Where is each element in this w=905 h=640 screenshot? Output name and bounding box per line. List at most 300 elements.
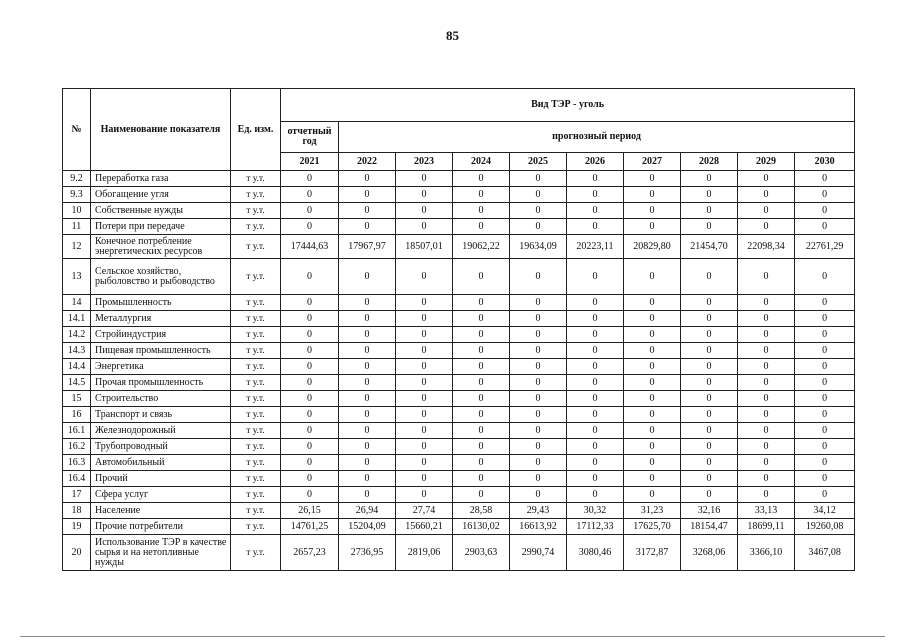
header-year: 2022 xyxy=(339,153,396,171)
row-value: 0 xyxy=(396,375,453,391)
row-value: 0 xyxy=(281,471,339,487)
row-value: 0 xyxy=(681,407,738,423)
row-value: 0 xyxy=(453,471,510,487)
row-number: 15 xyxy=(63,391,91,407)
row-value: 0 xyxy=(281,203,339,219)
row-unit: т у.т. xyxy=(231,327,281,343)
row-value: 0 xyxy=(567,295,624,311)
row-value: 17967,97 xyxy=(339,235,396,259)
row-value: 0 xyxy=(281,343,339,359)
row-value: 0 xyxy=(396,311,453,327)
row-value: 0 xyxy=(795,391,855,407)
row-value: 0 xyxy=(281,439,339,455)
row-value: 0 xyxy=(281,219,339,235)
row-value: 0 xyxy=(624,187,681,203)
row-value: 0 xyxy=(339,471,396,487)
row-value: 2819,06 xyxy=(396,535,453,571)
row-value: 0 xyxy=(624,295,681,311)
row-value: 0 xyxy=(453,487,510,503)
row-value: 0 xyxy=(624,455,681,471)
row-value: 0 xyxy=(453,219,510,235)
row-value: 0 xyxy=(795,455,855,471)
row-value: 0 xyxy=(567,203,624,219)
row-value: 0 xyxy=(567,343,624,359)
row-value: 16130,02 xyxy=(453,519,510,535)
row-value: 0 xyxy=(681,343,738,359)
row-value: 0 xyxy=(339,407,396,423)
row-value: 0 xyxy=(453,375,510,391)
row-value: 0 xyxy=(281,391,339,407)
row-indicator-name: Промышленность xyxy=(91,295,231,311)
row-value: 0 xyxy=(681,455,738,471)
row-value: 0 xyxy=(738,375,795,391)
row-value: 0 xyxy=(339,171,396,187)
row-number: 12 xyxy=(63,235,91,259)
row-unit: т у.т. xyxy=(231,171,281,187)
row-value: 29,43 xyxy=(510,503,567,519)
row-value: 0 xyxy=(795,423,855,439)
row-value: 0 xyxy=(795,343,855,359)
row-indicator-name: Конечное потребление энергетических ресурсов xyxy=(91,235,231,259)
row-value: 0 xyxy=(339,259,396,295)
row-number: 16 xyxy=(63,407,91,423)
row-value: 0 xyxy=(624,259,681,295)
header-resource-group: Вид ТЭР - уголь xyxy=(281,89,855,122)
header-year: 2028 xyxy=(681,153,738,171)
row-value: 0 xyxy=(624,327,681,343)
row-value: 17112,33 xyxy=(567,519,624,535)
row-value: 0 xyxy=(281,423,339,439)
row-unit: т у.т. xyxy=(231,407,281,423)
row-value: 0 xyxy=(795,439,855,455)
row-value: 0 xyxy=(339,187,396,203)
row-value: 0 xyxy=(795,487,855,503)
row-value: 0 xyxy=(624,203,681,219)
row-indicator-name: Стройиндустрия xyxy=(91,327,231,343)
row-value: 0 xyxy=(624,439,681,455)
row-value: 0 xyxy=(396,487,453,503)
row-value: 0 xyxy=(624,423,681,439)
row-value: 0 xyxy=(281,375,339,391)
row-value: 0 xyxy=(738,171,795,187)
row-value: 3467,08 xyxy=(795,535,855,571)
table-row xyxy=(63,407,855,423)
row-value: 0 xyxy=(795,295,855,311)
row-value: 0 xyxy=(624,487,681,503)
row-value: 0 xyxy=(453,171,510,187)
row-indicator-name: Обогащение угля xyxy=(91,187,231,203)
row-unit: т у.т. xyxy=(231,423,281,439)
row-value: 0 xyxy=(738,359,795,375)
row-value: 18154,47 xyxy=(681,519,738,535)
header-year: 2024 xyxy=(453,153,510,171)
row-value: 0 xyxy=(567,439,624,455)
row-value: 0 xyxy=(738,423,795,439)
row-value: 0 xyxy=(681,359,738,375)
row-number: 13 xyxy=(63,259,91,295)
table-row xyxy=(63,203,855,219)
row-value: 0 xyxy=(453,259,510,295)
row-value: 0 xyxy=(453,439,510,455)
row-value: 0 xyxy=(453,455,510,471)
row-value: 0 xyxy=(510,311,567,327)
header-year: 2029 xyxy=(738,153,795,171)
row-value: 0 xyxy=(738,295,795,311)
row-number: 14.3 xyxy=(63,343,91,359)
row-value: 27,74 xyxy=(396,503,453,519)
row-value: 0 xyxy=(738,311,795,327)
row-indicator-name: Автомобильный xyxy=(91,455,231,471)
row-value: 0 xyxy=(795,219,855,235)
row-value: 0 xyxy=(396,259,453,295)
row-value: 32,16 xyxy=(681,503,738,519)
row-value: 0 xyxy=(510,423,567,439)
row-value: 0 xyxy=(738,471,795,487)
row-value: 2736,95 xyxy=(339,535,396,571)
row-value: 0 xyxy=(281,455,339,471)
row-value: 0 xyxy=(681,187,738,203)
row-value: 3268,06 xyxy=(681,535,738,571)
row-value: 0 xyxy=(681,375,738,391)
row-value: 20829,80 xyxy=(624,235,681,259)
row-value: 0 xyxy=(624,375,681,391)
row-indicator-name: Население xyxy=(91,503,231,519)
row-unit: т у.т. xyxy=(231,359,281,375)
table-row xyxy=(63,487,855,503)
row-indicator-name: Использование ТЭР в качестве сырья и на нетопливные нужды xyxy=(91,535,231,571)
table-row xyxy=(63,471,855,487)
row-value: 0 xyxy=(567,259,624,295)
row-value: 0 xyxy=(738,455,795,471)
row-value: 0 xyxy=(339,203,396,219)
row-number: 14.2 xyxy=(63,327,91,343)
row-indicator-name: Потери при передаче xyxy=(91,219,231,235)
row-number: 18 xyxy=(63,503,91,519)
row-value: 0 xyxy=(510,171,567,187)
row-value: 0 xyxy=(396,423,453,439)
row-indicator-name: Сельское хозяйство, рыболовство и рыбоводство xyxy=(91,259,231,295)
row-value: 0 xyxy=(396,455,453,471)
row-number: 11 xyxy=(63,219,91,235)
row-value: 28,58 xyxy=(453,503,510,519)
row-value: 0 xyxy=(396,219,453,235)
row-value: 0 xyxy=(339,359,396,375)
row-value: 0 xyxy=(567,471,624,487)
table-row xyxy=(63,259,855,295)
row-value: 0 xyxy=(624,359,681,375)
row-value: 0 xyxy=(510,487,567,503)
row-indicator-name: Транспорт и связь xyxy=(91,407,231,423)
row-value: 0 xyxy=(396,391,453,407)
row-value: 0 xyxy=(510,343,567,359)
row-value: 0 xyxy=(339,487,396,503)
row-value: 0 xyxy=(453,343,510,359)
row-number: 14 xyxy=(63,295,91,311)
table-header xyxy=(63,89,855,171)
row-unit: т у.т. xyxy=(231,455,281,471)
row-unit: т у.т. xyxy=(231,439,281,455)
table-row xyxy=(63,535,855,571)
row-value: 0 xyxy=(795,311,855,327)
row-value: 0 xyxy=(510,359,567,375)
row-value: 0 xyxy=(567,327,624,343)
row-number: 16.1 xyxy=(63,423,91,439)
row-value: 15204,09 xyxy=(339,519,396,535)
row-number: 16.2 xyxy=(63,439,91,455)
table-row xyxy=(63,359,855,375)
row-value: 0 xyxy=(396,187,453,203)
row-value: 0 xyxy=(795,471,855,487)
table-row xyxy=(63,311,855,327)
row-number: 16.3 xyxy=(63,455,91,471)
row-value: 0 xyxy=(396,327,453,343)
row-unit: т у.т. xyxy=(231,535,281,571)
row-value: 0 xyxy=(453,407,510,423)
table-row xyxy=(63,519,855,535)
row-value: 2903,63 xyxy=(453,535,510,571)
header-unit: Ед. изм. xyxy=(231,89,281,171)
row-indicator-name: Пищевая промышленность xyxy=(91,343,231,359)
row-number: 10 xyxy=(63,203,91,219)
table-row xyxy=(63,235,855,259)
row-value: 0 xyxy=(624,343,681,359)
row-value: 0 xyxy=(510,259,567,295)
row-value: 0 xyxy=(567,407,624,423)
row-value: 0 xyxy=(339,343,396,359)
row-value: 0 xyxy=(795,327,855,343)
row-value: 0 xyxy=(339,311,396,327)
row-value: 0 xyxy=(453,203,510,219)
row-value: 0 xyxy=(624,311,681,327)
row-value: 3080,46 xyxy=(567,535,624,571)
row-value: 0 xyxy=(396,171,453,187)
row-value: 0 xyxy=(795,203,855,219)
row-value: 0 xyxy=(453,359,510,375)
row-value: 0 xyxy=(795,171,855,187)
row-value: 20223,11 xyxy=(567,235,624,259)
page-number: 85 xyxy=(446,28,459,43)
row-value: 0 xyxy=(624,391,681,407)
row-value: 0 xyxy=(624,219,681,235)
row-number: 16.4 xyxy=(63,471,91,487)
row-value: 0 xyxy=(281,407,339,423)
row-value: 2657,23 xyxy=(281,535,339,571)
row-value: 0 xyxy=(339,455,396,471)
row-indicator-name: Собственные нужды xyxy=(91,203,231,219)
row-value: 0 xyxy=(681,391,738,407)
row-value: 0 xyxy=(681,471,738,487)
row-value: 0 xyxy=(281,487,339,503)
row-value: 0 xyxy=(396,359,453,375)
row-value: 0 xyxy=(738,407,795,423)
table-row xyxy=(63,327,855,343)
row-number: 17 xyxy=(63,487,91,503)
table-row xyxy=(63,423,855,439)
row-indicator-name: Переработка газа xyxy=(91,171,231,187)
row-value: 0 xyxy=(567,423,624,439)
row-value: 0 xyxy=(510,439,567,455)
table-row xyxy=(63,455,855,471)
row-value: 0 xyxy=(795,407,855,423)
table-row xyxy=(63,295,855,311)
table-row xyxy=(63,343,855,359)
row-value: 0 xyxy=(281,311,339,327)
header-forecast-period: прогнозный период xyxy=(339,122,855,153)
row-value: 16613,92 xyxy=(510,519,567,535)
row-value: 0 xyxy=(510,375,567,391)
row-value: 0 xyxy=(681,203,738,219)
row-number: 9.3 xyxy=(63,187,91,203)
table-row xyxy=(63,171,855,187)
row-unit: т у.т. xyxy=(231,311,281,327)
row-value: 15660,21 xyxy=(396,519,453,535)
row-unit: т у.т. xyxy=(231,519,281,535)
table-body xyxy=(63,171,855,571)
row-number: 14.5 xyxy=(63,375,91,391)
row-value: 0 xyxy=(681,423,738,439)
row-indicator-name: Железнодорожный xyxy=(91,423,231,439)
row-value: 0 xyxy=(339,327,396,343)
row-value: 0 xyxy=(738,219,795,235)
row-value: 19062,22 xyxy=(453,235,510,259)
row-value: 0 xyxy=(281,359,339,375)
header-year: 2023 xyxy=(396,153,453,171)
row-value: 0 xyxy=(396,471,453,487)
row-unit: т у.т. xyxy=(231,259,281,295)
row-value: 0 xyxy=(681,439,738,455)
row-value: 0 xyxy=(738,343,795,359)
row-value: 0 xyxy=(795,259,855,295)
row-value: 0 xyxy=(738,187,795,203)
energy-balance-table xyxy=(62,88,855,571)
row-value: 0 xyxy=(510,327,567,343)
row-value: 17444,63 xyxy=(281,235,339,259)
bottom-rule xyxy=(20,636,885,637)
row-unit: т у.т. xyxy=(231,375,281,391)
row-value: 0 xyxy=(738,391,795,407)
row-value: 0 xyxy=(396,407,453,423)
row-value: 0 xyxy=(453,311,510,327)
row-unit: т у.т. xyxy=(231,343,281,359)
row-value: 0 xyxy=(396,203,453,219)
row-value: 0 xyxy=(339,439,396,455)
row-value: 0 xyxy=(567,171,624,187)
row-value: 0 xyxy=(681,311,738,327)
table-row xyxy=(63,219,855,235)
row-value: 0 xyxy=(339,375,396,391)
row-value: 0 xyxy=(339,295,396,311)
row-value: 0 xyxy=(681,171,738,187)
row-value: 14761,25 xyxy=(281,519,339,535)
row-value: 0 xyxy=(624,407,681,423)
row-indicator-name: Энергетика xyxy=(91,359,231,375)
header-year: 2027 xyxy=(624,153,681,171)
row-value: 22098,34 xyxy=(738,235,795,259)
row-value: 0 xyxy=(567,311,624,327)
row-value: 0 xyxy=(510,203,567,219)
row-value: 0 xyxy=(681,259,738,295)
row-value: 0 xyxy=(738,327,795,343)
row-value: 0 xyxy=(681,327,738,343)
header-year: 2030 xyxy=(795,153,855,171)
row-value: 0 xyxy=(681,487,738,503)
row-value: 0 xyxy=(339,219,396,235)
row-value: 0 xyxy=(681,219,738,235)
row-value: 0 xyxy=(567,359,624,375)
row-value: 0 xyxy=(510,187,567,203)
row-value: 0 xyxy=(510,455,567,471)
table-row xyxy=(63,439,855,455)
row-value: 3172,87 xyxy=(624,535,681,571)
row-value: 17625,70 xyxy=(624,519,681,535)
row-value: 0 xyxy=(453,327,510,343)
row-number: 19 xyxy=(63,519,91,535)
row-value: 0 xyxy=(339,391,396,407)
row-value: 0 xyxy=(510,391,567,407)
row-value: 0 xyxy=(396,343,453,359)
row-value: 0 xyxy=(510,407,567,423)
row-value: 0 xyxy=(738,203,795,219)
header-year: 2026 xyxy=(567,153,624,171)
row-value: 0 xyxy=(453,295,510,311)
row-value: 0 xyxy=(738,487,795,503)
row-value: 0 xyxy=(738,439,795,455)
row-value: 0 xyxy=(795,375,855,391)
row-value: 0 xyxy=(281,187,339,203)
row-value: 0 xyxy=(453,423,510,439)
row-value: 21454,70 xyxy=(681,235,738,259)
row-number: 9.2 xyxy=(63,171,91,187)
row-value: 0 xyxy=(681,295,738,311)
row-value: 3366,10 xyxy=(738,535,795,571)
row-value: 0 xyxy=(453,187,510,203)
row-value: 0 xyxy=(281,259,339,295)
row-unit: т у.т. xyxy=(231,219,281,235)
row-value: 0 xyxy=(510,471,567,487)
row-unit: т у.т. xyxy=(231,187,281,203)
table-row xyxy=(63,503,855,519)
row-value: 18507,01 xyxy=(396,235,453,259)
header-num: № xyxy=(63,89,91,171)
row-value: 19260,08 xyxy=(795,519,855,535)
row-value: 0 xyxy=(567,391,624,407)
row-value: 0 xyxy=(281,171,339,187)
row-indicator-name: Прочие потребители xyxy=(91,519,231,535)
row-value: 0 xyxy=(624,471,681,487)
row-unit: т у.т. xyxy=(231,203,281,219)
row-value: 0 xyxy=(453,391,510,407)
row-indicator-name: Прочая промышленность xyxy=(91,375,231,391)
row-value: 34,12 xyxy=(795,503,855,519)
row-value: 0 xyxy=(339,423,396,439)
row-number: 14.1 xyxy=(63,311,91,327)
row-value: 0 xyxy=(510,219,567,235)
row-unit: т у.т. xyxy=(231,471,281,487)
row-unit: т у.т. xyxy=(231,503,281,519)
row-value: 22761,29 xyxy=(795,235,855,259)
row-value: 0 xyxy=(795,359,855,375)
row-value: 26,94 xyxy=(339,503,396,519)
row-value: 0 xyxy=(567,187,624,203)
row-number: 20 xyxy=(63,535,91,571)
row-indicator-name: Металлургия xyxy=(91,311,231,327)
row-value: 0 xyxy=(281,295,339,311)
row-value: 0 xyxy=(396,295,453,311)
row-value: 0 xyxy=(567,455,624,471)
row-unit: т у.т. xyxy=(231,391,281,407)
row-value: 33,13 xyxy=(738,503,795,519)
row-value: 0 xyxy=(396,439,453,455)
